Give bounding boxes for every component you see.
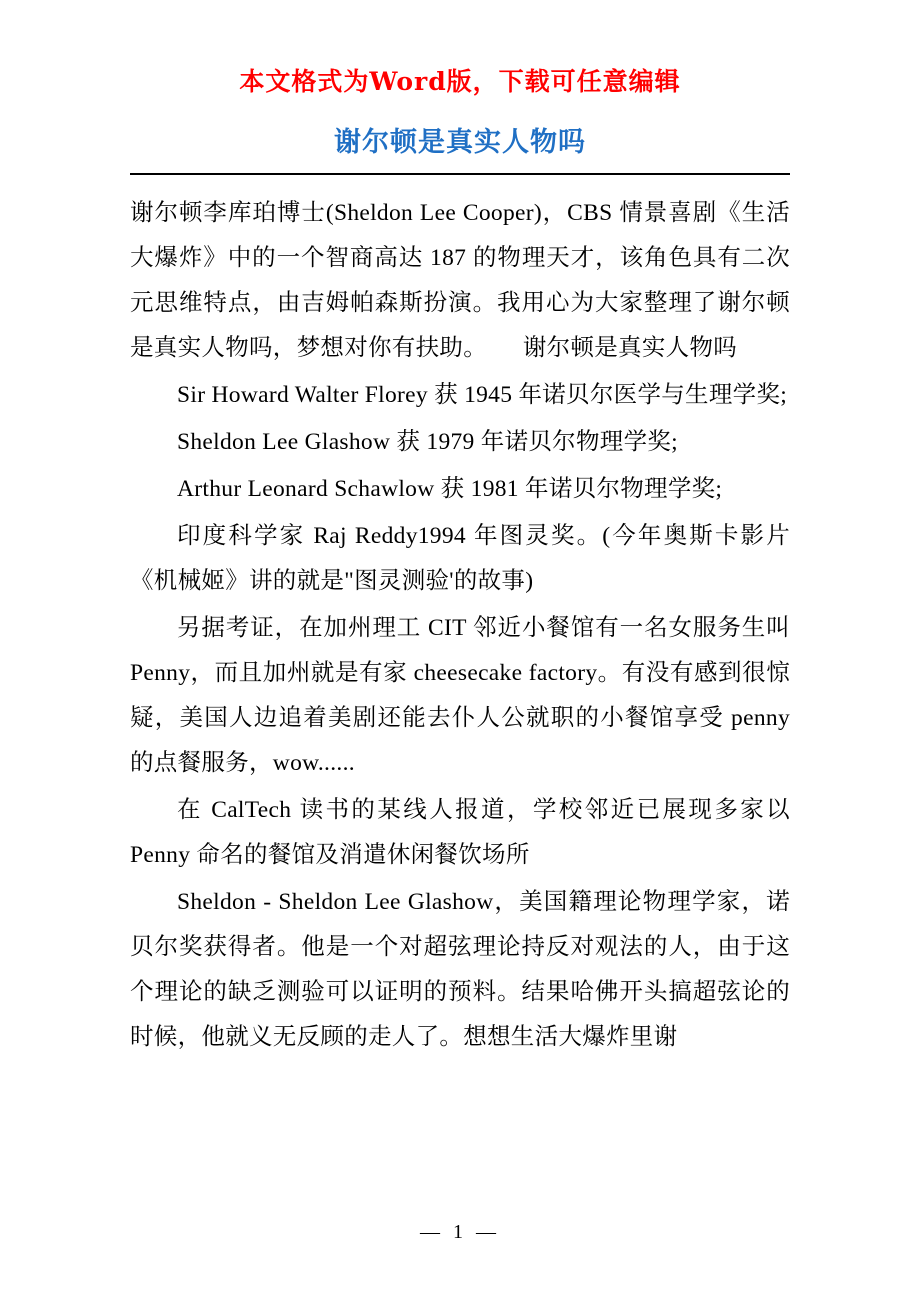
document-body (130, 191, 790, 1060)
page-number: — 1 — (420, 1221, 500, 1243)
paragraph: 另据考证，在加州理工 CIT 邻近小餐馆有一名女服务生叫 Penny，而且加州就是有家 cheesecake factory。有没有感到很惊疑，美国人边追着美剧还能去仆人公就职的小餐馆享受 penny 的点餐服务，wow...... (130, 615, 790, 776)
paragraph: 谢尔顿李库珀博士(Sheldon Lee Cooper)，CBS 情景喜剧《生活大爆炸》中的一个智商高达 187 的物理天才，该角色具有二次元思维特点，由吉姆帕森斯扮演。我用心为大家整理了谢尔顿是真实人物吗，梦想对你有扶助。 谢尔顿是真实人物吗 (130, 200, 790, 361)
paragraph: Sheldon - Sheldon Lee Glashow，美国籍理论物理学家，诺贝尔奖获得者。他是一个对超弦理论持反对观法的人，由于这个理论的缺乏测验可以证明的预料。结果哈佛开头搞超弦论的时候，他就义无反顾的走人了。想想生活大爆炸里谢 (130, 889, 790, 1050)
paragraph: Arthur Leonard Schawlow 获 1981 年诺贝尔物理学奖; (177, 476, 723, 502)
paragraph: Sir Howard Walter Florey 获 1945 年诺贝尔医学与生理学奖; (177, 382, 788, 408)
paragraph: 印度科学家 Raj Reddy1994 年图灵奖。(今年奥斯卡影片《机械姬》讲的就是"图灵测验'的故事) (130, 523, 790, 594)
paragraph: 在 CalTech 读书的某线人报道，学校邻近已展现多家以 Penny 命名的餐馆及消遣休闲餐饮场所 (130, 797, 790, 868)
page-title: 谢尔顿是真实人物吗 (334, 127, 586, 158)
word-format-banner: 本文格式为Word版，下载可任意编辑 (239, 67, 681, 96)
paragraph: Sheldon Lee Glashow 获 1979 年诺贝尔物理学奖; (177, 429, 678, 455)
title-divider (130, 173, 790, 175)
